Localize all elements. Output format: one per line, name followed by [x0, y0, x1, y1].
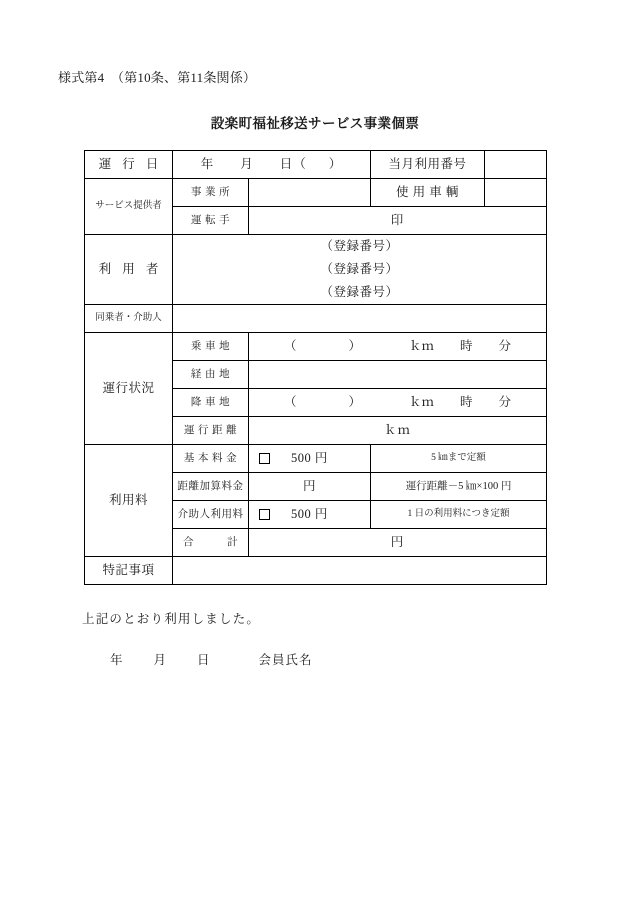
cell-assistant-fee-amount[interactable] — [249, 501, 371, 529]
cell-office-label — [173, 179, 249, 207]
driver-label: 運 転 手 — [190, 214, 231, 226]
cell-distance-fee-note — [371, 473, 547, 501]
boarding-minute-unit: 分 — [498, 339, 512, 354]
cell-distance-value[interactable] — [249, 417, 547, 445]
registration-number-line: （登録番号） — [320, 285, 399, 300]
assistant-fee-amount: 500 円 — [291, 507, 328, 522]
member-name-label: 会員氏名 — [258, 653, 313, 667]
user-label: 利 用 者 — [98, 261, 163, 276]
confirmation-statement: 上記のとおり利用しました。 — [82, 612, 261, 626]
cell-office-value[interactable] — [249, 179, 371, 207]
cell-operation-status-label — [85, 333, 173, 445]
cell-distance-label — [173, 417, 249, 445]
operation-date-fields — [173, 157, 370, 173]
cell-alighting-place-label — [173, 389, 249, 417]
alighting-hour-unit: 時 — [460, 395, 473, 410]
year-label: 年 — [200, 156, 215, 171]
cell-basic-fee-amount[interactable] — [249, 445, 371, 473]
table-row-operation-date — [85, 151, 547, 179]
cell-companion-value[interactable] — [173, 305, 547, 333]
distance-km-unit: ｋｍ — [383, 423, 411, 438]
table-row-remarks — [85, 557, 547, 585]
cell-via-place-value[interactable] — [249, 361, 547, 389]
registration-number-line: （登録番号） — [320, 239, 399, 253]
cell-basic-fee-label — [173, 445, 249, 473]
cell-distance-fee-amount[interactable] — [249, 473, 371, 501]
cell-vehicle-value[interactable] — [485, 179, 547, 207]
table-row-basic-fee — [85, 445, 547, 473]
alighting-open-paren: （ — [283, 395, 297, 410]
cell-assistant-fee-label — [173, 501, 249, 529]
operation-status-label: 運行状況 — [102, 381, 155, 396]
vehicle-label: 使 用 車 輌 — [396, 184, 459, 199]
basic-fee-checkbox[interactable] — [259, 453, 270, 464]
cell-alighting-place-value[interactable] — [249, 389, 547, 417]
alighting-place-label: 降 車 地 — [190, 397, 231, 409]
cell-total-value[interactable] — [249, 529, 547, 557]
operation-date-label: 運 行 日 — [98, 156, 163, 171]
signature-year-label: 年 — [110, 653, 124, 667]
basic-fee-amount: 500 円 — [291, 451, 328, 466]
cell-user-label — [85, 235, 173, 305]
table-row-office — [85, 179, 547, 207]
office-label: 事 業 所 — [190, 186, 231, 198]
cell-basic-fee-note — [371, 445, 547, 473]
cell-fees-label — [85, 445, 173, 557]
distance-label: 運 行 距 離 — [183, 425, 238, 437]
table-row-companion — [85, 305, 547, 333]
assistant-fee-checkbox[interactable] — [259, 509, 270, 520]
distance-fee-note: 運行距離－5 ㎞×100 円 — [405, 481, 512, 493]
cell-driver-label — [173, 207, 249, 235]
cell-assistant-fee-note — [371, 501, 547, 529]
alighting-minute-unit: 分 — [498, 395, 512, 410]
cell-operation-date-label — [85, 151, 173, 179]
table-row-boarding-place — [85, 333, 547, 361]
boarding-open-paren: （ — [283, 339, 297, 354]
day-label: 日（ — [279, 156, 307, 171]
cell-remarks-label — [85, 557, 173, 585]
fees-label: 利用料 — [108, 493, 148, 508]
basic-fee-label: 基 本 料 金 — [183, 453, 238, 465]
page-title: 設楽町福祉移送サービス事業個票 — [210, 116, 420, 132]
cell-total-label — [173, 529, 249, 557]
service-provider-label: サービス提供者 — [95, 200, 162, 211]
signature-month-label: 月 — [153, 653, 168, 667]
distance-fee-label: 距離加算料金 — [177, 481, 244, 493]
signature-line — [110, 650, 313, 668]
boarding-km-unit: ｋｍ — [408, 339, 434, 354]
month-label: 月 — [240, 156, 254, 171]
cell-via-place-label — [173, 361, 249, 389]
service-record-table — [84, 150, 547, 585]
distance-fee-amount: 円 — [302, 479, 316, 494]
seal-mark: 印 — [390, 212, 405, 227]
cell-distance-fee-label — [173, 473, 249, 501]
total-unit: 円 — [390, 535, 405, 550]
assistant-fee-note: 1 日の利用料につき定額 — [407, 508, 510, 519]
cell-driver-seal[interactable] — [249, 207, 547, 235]
assistant-fee-label: 介助人利用料 — [177, 509, 244, 521]
cell-companion-label — [85, 305, 173, 333]
total-label: 合 計 — [183, 537, 238, 549]
cell-operation-date-value[interactable] — [173, 151, 371, 179]
cell-usage-number-value[interactable] — [485, 151, 547, 179]
boarding-hour-unit: 時 — [460, 339, 473, 354]
registration-number-line: （登録番号） — [320, 262, 399, 277]
table-row-user — [85, 235, 547, 305]
boarding-place-label: 乗 車 地 — [190, 341, 231, 353]
via-place-label: 経 由 地 — [190, 369, 231, 381]
cell-remarks-value[interactable] — [173, 557, 547, 585]
basic-fee-note: 5 ㎞まで定額 — [431, 452, 486, 463]
alighting-km-unit: ｋｍ — [408, 395, 434, 410]
cell-vehicle-label — [371, 179, 485, 207]
usage-number-label: 当月利用番号 — [388, 156, 467, 171]
companion-label: 同乗者・介助人 — [95, 312, 162, 323]
cell-usage-number-label — [371, 151, 485, 179]
signature-day-label: 日 — [197, 653, 211, 667]
day-close-paren: ） — [328, 156, 343, 171]
boarding-close-paren: ） — [348, 339, 361, 354]
cell-service-provider-label — [85, 179, 173, 235]
form-number: 様式第4 （第10条、第11条関係） — [58, 70, 257, 85]
cell-user-registrations[interactable] — [173, 235, 547, 305]
cell-boarding-place-label — [173, 333, 249, 361]
alighting-close-paren: ） — [348, 395, 361, 410]
remarks-label: 特記事項 — [102, 563, 155, 578]
cell-boarding-place-value[interactable] — [249, 333, 547, 361]
